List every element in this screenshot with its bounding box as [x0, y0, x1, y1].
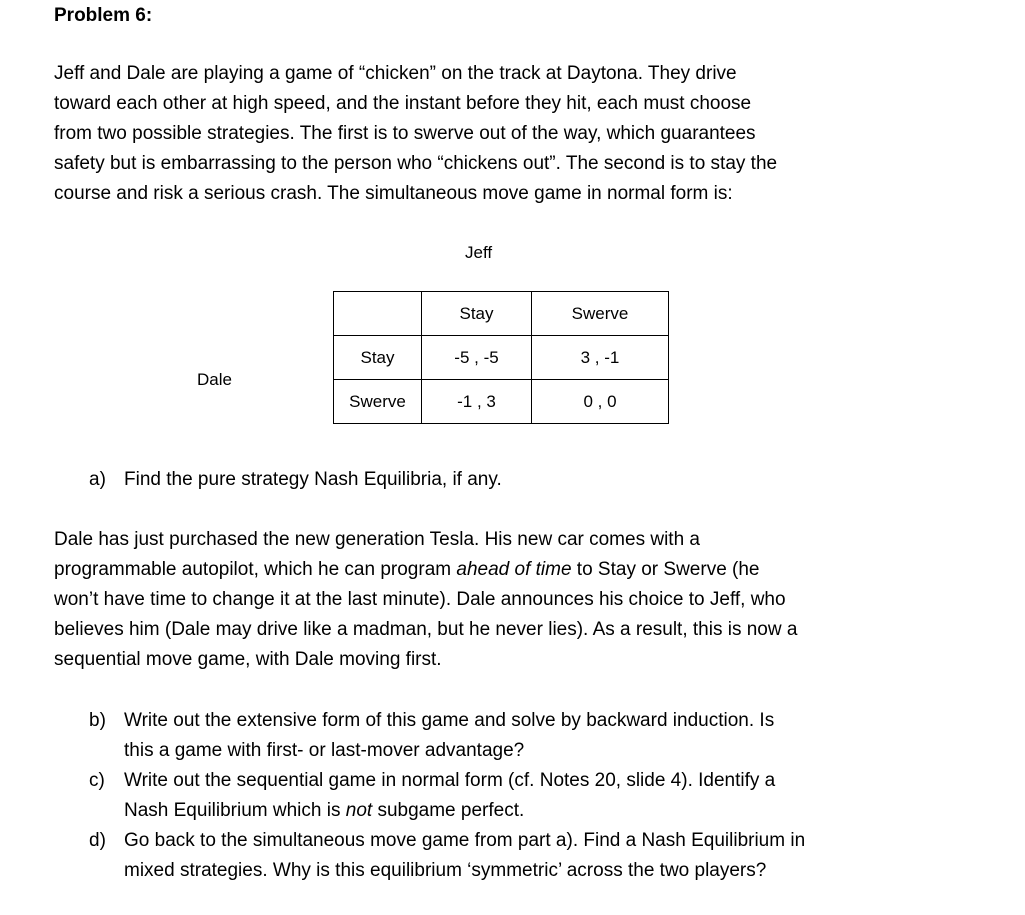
para-line: sequential move game, with Dale moving first. — [54, 649, 442, 670]
intro-line: Jeff and Dale are playing a game of “chicken” on the track at Daytona. They drive — [54, 63, 737, 84]
para-line — [54, 555, 964, 585]
problem-title: Problem 6: — [54, 5, 153, 26]
text-run: Nash Equilibrium which is — [124, 800, 346, 821]
question-line: Write out the sequential game in normal form (cf. Notes 20, slide 4). Identify a — [124, 770, 776, 791]
question-d — [89, 826, 969, 886]
question-c — [89, 766, 969, 826]
question-line: Go back to the simultaneous move game from part a). Find a Nash Equilibrium in — [124, 830, 806, 851]
emphasis-text: ahead of time — [456, 559, 572, 580]
question-line: mixed strategies. Why is this equilibrium ‘symmetric’ across the two players? — [124, 860, 767, 881]
question-line: Write out the extensive form of this game and solve by backward induction. Is — [124, 710, 775, 731]
para-line: won’t have time to change it at the last minute). Dale announces his choice to Jeff, who — [54, 589, 786, 610]
text-run: to Stay or Swerve (he — [571, 559, 760, 580]
empty-corner-cell — [334, 292, 422, 336]
row-header-stay: Stay — [334, 336, 422, 380]
intro-line: safety but is embarrassing to the person who “chickens out”. The second is to stay the — [54, 153, 778, 174]
intro-line: course and risk a serious crash. The simultaneous move game in normal form is: — [54, 183, 733, 204]
question-list — [89, 706, 969, 886]
payoff-cell: -5 , -5 — [422, 336, 532, 380]
second-paragraph — [54, 525, 964, 675]
column-header-stay: Stay — [422, 292, 532, 336]
text-run: programmable autopilot, which he can program — [54, 559, 457, 580]
payoff-matrix — [333, 291, 669, 424]
payoff-cell: 0 , 0 — [532, 380, 669, 424]
table-row — [334, 380, 669, 424]
header-row — [334, 292, 669, 336]
column-header-swerve: Swerve — [532, 292, 669, 336]
para-line: believes him (Dale may drive like a madman, but he never lies). As a result, this is now a — [54, 619, 798, 640]
question-marker: c) — [89, 770, 105, 791]
table-row — [334, 336, 669, 380]
payoff-cell: -1 , 3 — [422, 380, 532, 424]
row-player-label: Dale — [197, 370, 232, 389]
question-marker: b) — [89, 710, 106, 731]
question-marker: d) — [89, 830, 106, 851]
intro-line: from two possible strategies. The first is to swerve out of the way, which guarantees — [54, 123, 756, 144]
intro-line: toward each other at high speed, and the instant before they hit, each must choose — [54, 93, 752, 114]
row-header-swerve: Swerve — [334, 380, 422, 424]
text-run: subgame perfect. — [372, 800, 525, 821]
question-line: this a game with first- or last-mover advantage? — [124, 740, 525, 761]
question-line — [124, 796, 969, 826]
question-marker: a) — [89, 469, 106, 490]
question-b — [89, 706, 969, 766]
emphasis-text: not — [345, 800, 373, 821]
question-text: Find the pure strategy Nash Equilibria, if any. — [124, 469, 502, 490]
para-line: Dale has just purchased the new generation Tesla. His new car comes with a — [54, 529, 700, 550]
question-a-list — [89, 465, 969, 495]
intro-paragraph — [54, 59, 964, 209]
payoff-cell: 3 , -1 — [532, 336, 669, 380]
question-a — [89, 465, 969, 495]
column-player-label: Jeff — [465, 243, 493, 262]
